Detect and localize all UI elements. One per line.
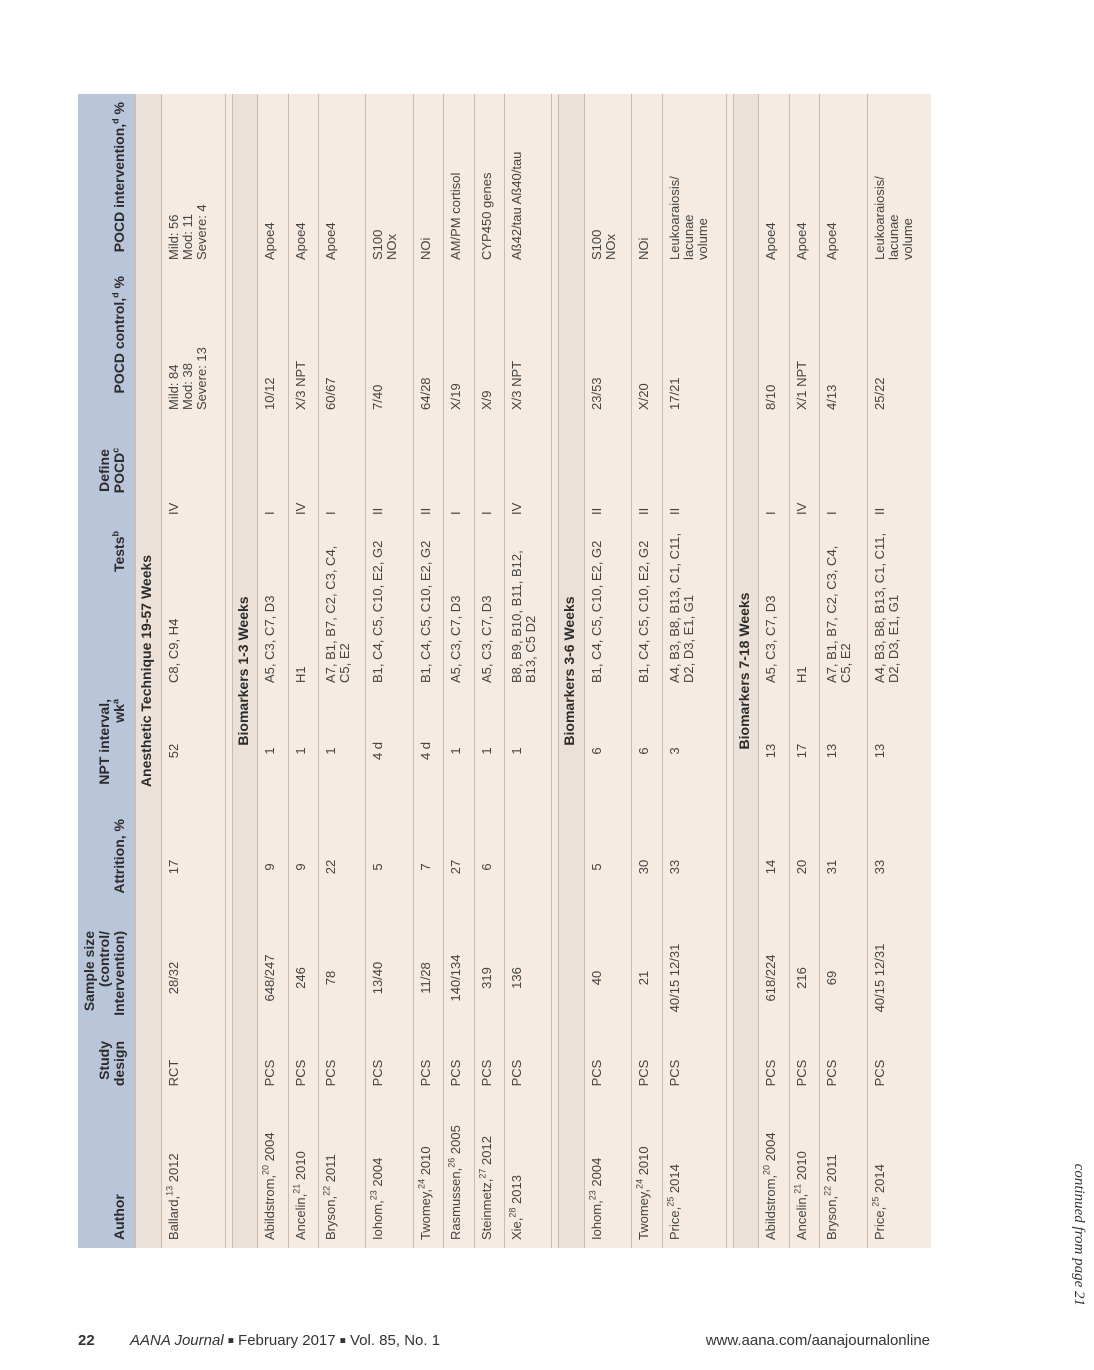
tests-cell: H1 <box>789 523 819 691</box>
author-name: Abildstrom, <box>262 1174 278 1240</box>
design-cell: PCS <box>444 1033 474 1113</box>
author-name: Ancelin, <box>292 1193 308 1240</box>
table-row <box>366 94 413 1248</box>
design-cell: PCS <box>789 1033 819 1113</box>
header-define-pocd: Define POCD$^c$ <box>78 418 136 523</box>
tests-cell: A5, C3, C7, D3 <box>759 523 789 691</box>
define-pocd-cell: IV <box>161 418 225 523</box>
define-pocd-cell: I <box>319 418 366 523</box>
npt-interval-cell: 4 d <box>413 691 443 811</box>
npt-interval-cell: 3 <box>662 691 726 811</box>
attrition-cell: 7 <box>413 811 443 923</box>
pocd-control-cell: 7/40 <box>366 268 413 418</box>
npt-interval-cell: 13 <box>867 691 931 811</box>
npt-interval-cell: 1 <box>444 691 474 811</box>
define-pocd-cell: II <box>662 418 726 523</box>
pocd-intervention-cell: NOi <box>413 94 443 268</box>
npt-interval-cell: 1 <box>288 691 318 811</box>
table-row <box>789 94 819 1248</box>
reference-number: 21 <box>792 1183 803 1194</box>
study-year: 2005 <box>448 1125 464 1155</box>
sample-size-cell: 648/247 <box>258 923 288 1033</box>
pocd-intervention-cell: Apoe4 <box>789 94 819 268</box>
attrition-cell: 33 <box>867 811 931 923</box>
author-cell <box>789 1113 819 1248</box>
author-name: Ancelin, <box>793 1193 809 1240</box>
author-name: Iohom, <box>588 1200 604 1240</box>
define-pocd-cell: I <box>444 418 474 523</box>
study-year: 2012 <box>478 1136 494 1165</box>
reference-number: 25 <box>870 1196 881 1207</box>
npt-interval-cell: 6 <box>584 691 631 811</box>
define-pocd-cell: II <box>632 418 662 523</box>
reference-number: 26 <box>446 1157 457 1168</box>
author-name: Price, <box>666 1206 682 1240</box>
section-header-row <box>559 94 585 1248</box>
define-pocd-cell: I <box>759 418 789 523</box>
sample-size-cell: 40/15 12/31 <box>662 923 726 1033</box>
pocd-intervention-cell: S100 NOx <box>584 94 631 268</box>
reference-number: 28 <box>507 1207 518 1218</box>
table-row <box>413 94 443 1248</box>
section-header-row <box>136 94 162 1248</box>
section-spacer <box>726 94 733 1248</box>
author-cell <box>474 1113 504 1248</box>
header-study-design: Study design <box>78 1033 136 1113</box>
study-year: 2014 <box>666 1164 682 1194</box>
sample-size-cell: 319 <box>474 923 504 1033</box>
author-cell <box>319 1113 366 1248</box>
section-title: Biomarkers 7-18 Weeks <box>733 94 759 1248</box>
define-pocd-cell: II <box>413 418 443 523</box>
journal-url[interactable]: www.aana.com/aanajournalonline <box>705 1332 930 1349</box>
tests-cell: C8, C9, H4 <box>161 523 225 691</box>
study-year: 2011 <box>824 1154 840 1183</box>
design-cell: PCS <box>867 1033 931 1113</box>
author-name: Twomey, <box>417 1188 433 1240</box>
header-sample-size: Sample size (control/ Intervention) <box>78 923 136 1033</box>
study-year: 2012 <box>165 1153 181 1183</box>
section-header-row <box>733 94 759 1248</box>
author-name: Steinmetz, <box>478 1178 494 1240</box>
reference-number: 13 <box>164 1185 175 1196</box>
table-row <box>474 94 504 1248</box>
reference-number: 23 <box>369 1190 380 1201</box>
table-row <box>504 94 551 1248</box>
npt-interval-cell: 6 <box>632 691 662 811</box>
author-cell <box>161 1113 225 1248</box>
issue-volume: Vol. 85, No. 1 <box>350 1332 441 1349</box>
section-title: Anesthetic Technique 19-57 Weeks <box>136 94 162 1248</box>
author-cell <box>662 1113 726 1248</box>
attrition-cell: 5 <box>366 811 413 923</box>
header-npt-interval: NPT interval, $wk^a$ <box>78 691 136 811</box>
npt-interval-cell: 52 <box>161 691 225 811</box>
pocd-intervention-cell: Leukoaraiosis/ lacunae volume <box>867 94 931 268</box>
journal-citation <box>130 1332 440 1349</box>
pocd-intervention-cell: Apoe4 <box>258 94 288 268</box>
reference-number: 22 <box>822 1185 833 1196</box>
pocd-control-cell: 64/28 <box>413 268 443 418</box>
pocd-intervention-cell: AM/PM cortisol <box>444 94 474 268</box>
issue-date: February 2017 <box>238 1332 336 1349</box>
pocd-intervention-cell: CYP450 genes <box>474 94 504 268</box>
journal-name: AANA Journal <box>130 1332 224 1349</box>
section-spacer-cell <box>726 94 733 1248</box>
section-spacer <box>225 94 232 1248</box>
author-cell <box>258 1113 288 1248</box>
table-row <box>584 94 631 1248</box>
sample-size-cell: 78 <box>319 923 366 1033</box>
section-title: Biomarkers 3-6 Weeks <box>559 94 585 1248</box>
design-cell: PCS <box>632 1033 662 1113</box>
npt-interval-cell: 1 <box>258 691 288 811</box>
define-pocd-cell: II <box>366 418 413 523</box>
table-row <box>288 94 318 1248</box>
pocd-intervention-cell: S100 NOx <box>366 94 413 268</box>
pocd-intervention-cell: Aß42/tau Aß40/tau <box>504 94 551 268</box>
reference-number: 24 <box>416 1178 427 1189</box>
tests-cell: A4, B3, B8, B13, C1, C11, D2, D3, E1, G1 <box>662 523 726 691</box>
npt-interval-cell: 1 <box>319 691 366 811</box>
tests-cell: A5, C3, C7, D3 <box>474 523 504 691</box>
author-cell <box>759 1113 789 1248</box>
section-title: Biomarkers 1-3 Weeks <box>232 94 258 1248</box>
author-name: Ballard, <box>165 1195 181 1240</box>
pocd-control-cell: X/19 <box>444 268 474 418</box>
attrition-cell: 31 <box>820 811 867 923</box>
author-cell <box>584 1113 631 1248</box>
author-cell <box>288 1113 318 1248</box>
attrition-cell: 9 <box>288 811 318 923</box>
define-pocd-cell: I <box>474 418 504 523</box>
tests-cell: A7, B1, B7, C2, C3, C4, C5, E2 <box>319 523 366 691</box>
pocd-control-cell: X/20 <box>632 268 662 418</box>
reference-number: 20 <box>261 1164 272 1175</box>
author-cell <box>413 1113 443 1248</box>
table-row <box>759 94 789 1248</box>
define-pocd-cell: IV <box>288 418 318 523</box>
reference-number: 20 <box>762 1164 773 1175</box>
define-pocd-cell: IV <box>789 418 819 523</box>
attrition-cell: 5 <box>584 811 631 923</box>
pocd-control-cell: 60/67 <box>319 268 366 418</box>
author-name: Price, <box>871 1206 887 1240</box>
section-spacer-cell <box>552 94 559 1248</box>
pocd-intervention-cell: Apoe4 <box>759 94 789 268</box>
pocd-control-cell: 23/53 <box>584 268 631 418</box>
design-cell: PCS <box>759 1033 789 1113</box>
table-row <box>632 94 662 1248</box>
tests-cell: A4, B3, B8, B13, C1, C11, D2, D3, E1, G1 <box>867 523 931 691</box>
attrition-cell: 27 <box>444 811 474 923</box>
author-name: Iohom, <box>370 1200 386 1240</box>
attrition-cell: 20 <box>789 811 819 923</box>
tests-cell: B1, C4, C5, C10, E2, G2 <box>584 523 631 691</box>
sample-size-cell: 13/40 <box>366 923 413 1033</box>
table-row <box>161 94 225 1248</box>
author-cell <box>632 1113 662 1248</box>
study-year: 2010 <box>793 1151 809 1181</box>
reference-number: 22 <box>321 1185 332 1196</box>
sample-size-cell: 21 <box>632 923 662 1033</box>
attrition-cell: 6 <box>474 811 504 923</box>
tests-cell: A7, B1, B7, C2, C3, C4, C5, E2 <box>820 523 867 691</box>
pocd-control-cell: X/3 NPT <box>288 268 318 418</box>
author-name: Bryson, <box>824 1195 840 1240</box>
npt-interval-cell: 13 <box>820 691 867 811</box>
define-pocd-cell: IV <box>504 418 551 523</box>
attrition-cell: 9 <box>258 811 288 923</box>
study-table <box>78 94 931 1248</box>
pocd-control-cell: 8/10 <box>759 268 789 418</box>
sample-size-cell: 618/224 <box>759 923 789 1033</box>
pocd-control-cell: X/1 NPT <box>789 268 819 418</box>
reference-number: 27 <box>477 1168 488 1179</box>
header-tests: Tests$^b$ <box>78 523 136 691</box>
sample-size-cell: 136 <box>504 923 551 1033</box>
author-cell <box>867 1113 931 1248</box>
reference-number: 21 <box>291 1183 302 1194</box>
header-pocd-control: POCD control,$^d$ % <box>78 268 136 418</box>
sample-size-cell: 11/28 <box>413 923 443 1033</box>
design-cell: PCS <box>366 1033 413 1113</box>
study-year: 2010 <box>636 1146 652 1176</box>
pocd-intervention-cell: Apoe4 <box>820 94 867 268</box>
tests-cell: B1, C4, C5, C10, E2, G2 <box>632 523 662 691</box>
author-name: Bryson, <box>323 1195 339 1240</box>
pocd-control-cell: 17/21 <box>662 268 726 418</box>
reference-number: 25 <box>665 1196 676 1207</box>
page-number: 22 <box>78 1332 95 1349</box>
pocd-control-cell: 4/13 <box>820 268 867 418</box>
npt-interval-cell: 17 <box>789 691 819 811</box>
author-cell <box>504 1113 551 1248</box>
sample-size-cell: 28/32 <box>161 923 225 1033</box>
sample-size-cell: 246 <box>288 923 318 1033</box>
author-cell <box>820 1113 867 1248</box>
sample-size-cell: 40 <box>584 923 631 1033</box>
define-pocd-cell: II <box>584 418 631 523</box>
header-attrition: Attrition, % <box>78 811 136 923</box>
attrition-cell <box>504 811 551 923</box>
attrition-cell: 14 <box>759 811 789 923</box>
design-cell: PCS <box>319 1033 366 1113</box>
pocd-intervention-cell: Leukoaraiosis/ lacunae volume <box>662 94 726 268</box>
table-row <box>444 94 474 1248</box>
study-year: 2004 <box>763 1132 779 1162</box>
study-year: 2004 <box>262 1132 278 1162</box>
sample-size-cell: 216 <box>789 923 819 1033</box>
continued-label: continued from page 21 <box>1071 1163 1087 1306</box>
define-pocd-cell: I <box>258 418 288 523</box>
npt-interval-cell: 4 d <box>366 691 413 811</box>
study-year: 2010 <box>417 1146 433 1176</box>
tests-cell: H1 <box>288 523 318 691</box>
header-pocd-intervention: POCD intervention,$^d$ % <box>78 94 136 268</box>
attrition-cell: 33 <box>662 811 726 923</box>
table-row <box>820 94 867 1248</box>
author-cell <box>366 1113 413 1248</box>
author-name: Rasmussen, <box>448 1167 464 1240</box>
pocd-control-cell: 10/12 <box>258 268 288 418</box>
design-cell: PCS <box>504 1033 551 1113</box>
study-year: 2004 <box>370 1157 386 1187</box>
sample-size-cell: 140/134 <box>444 923 474 1033</box>
define-pocd-cell: I <box>820 418 867 523</box>
section-header-row <box>232 94 258 1248</box>
author-cell <box>444 1113 474 1248</box>
pocd-intervention-cell: NOi <box>632 94 662 268</box>
sample-size-cell: 69 <box>820 923 867 1033</box>
study-year: 2013 <box>508 1175 524 1204</box>
npt-interval-cell: 1 <box>504 691 551 811</box>
page-footer <box>78 1332 930 1352</box>
tests-cell: A5, C3, C7, D3 <box>258 523 288 691</box>
table-row <box>319 94 366 1248</box>
design-cell: PCS <box>584 1033 631 1113</box>
npt-interval-cell: 1 <box>474 691 504 811</box>
section-spacer-cell <box>225 94 232 1248</box>
table-row <box>258 94 288 1248</box>
rotated-table-wrapper <box>78 94 931 1248</box>
separator-square: ■ <box>227 1335 234 1347</box>
pocd-intervention-cell: Apoe4 <box>319 94 366 268</box>
design-cell: PCS <box>820 1033 867 1113</box>
design-cell: PCS <box>288 1033 318 1113</box>
study-year: 2014 <box>871 1164 887 1194</box>
pocd-intervention-cell: Apoe4 <box>288 94 318 268</box>
design-cell: RCT <box>161 1033 225 1113</box>
attrition-cell: 22 <box>319 811 366 923</box>
pocd-control-cell: X/3 NPT <box>504 268 551 418</box>
section-spacer <box>552 94 559 1248</box>
tests-cell: B8, B9, B10, B11, B12, B13, C5 D2 <box>504 523 551 691</box>
pocd-intervention-cell: Mild: 56 Mod: 11 Severe: 4 <box>161 94 225 268</box>
separator-square: ■ <box>339 1335 346 1347</box>
design-cell: PCS <box>258 1033 288 1113</box>
attrition-cell: 30 <box>632 811 662 923</box>
author-name: Abildstrom, <box>763 1174 779 1240</box>
study-year: 2004 <box>588 1157 604 1187</box>
header-author: Author <box>78 1113 136 1248</box>
sample-size-cell: 40/15 12/31 <box>867 923 931 1033</box>
pocd-control-cell: X/9 <box>474 268 504 418</box>
study-year: 2010 <box>292 1151 308 1181</box>
tests-cell: A5, C3, C7, D3 <box>444 523 474 691</box>
author-name: Twomey, <box>636 1188 652 1240</box>
design-cell: PCS <box>474 1033 504 1113</box>
study-year: 2011 <box>323 1154 339 1183</box>
design-cell: PCS <box>662 1033 726 1113</box>
npt-interval-cell: 13 <box>759 691 789 811</box>
table-body <box>136 94 932 1248</box>
define-pocd-cell: II <box>867 418 931 523</box>
tests-cell: B1, C4, C5, C10, E2, G2 <box>413 523 443 691</box>
reference-number: 24 <box>634 1178 645 1189</box>
table-header-row <box>78 94 136 1248</box>
table-row <box>662 94 726 1248</box>
pocd-control-cell: 25/22 <box>867 268 931 418</box>
table-row <box>867 94 931 1248</box>
author-name: Xie, <box>508 1217 524 1240</box>
design-cell: PCS <box>413 1033 443 1113</box>
reference-number: 23 <box>587 1190 598 1201</box>
tests-cell: B1, C4, C5, C10, E2, G2 <box>366 523 413 691</box>
pocd-control-cell: Mild: 84 Mod: 38 Severe: 13 <box>161 268 225 418</box>
attrition-cell: 17 <box>161 811 225 923</box>
